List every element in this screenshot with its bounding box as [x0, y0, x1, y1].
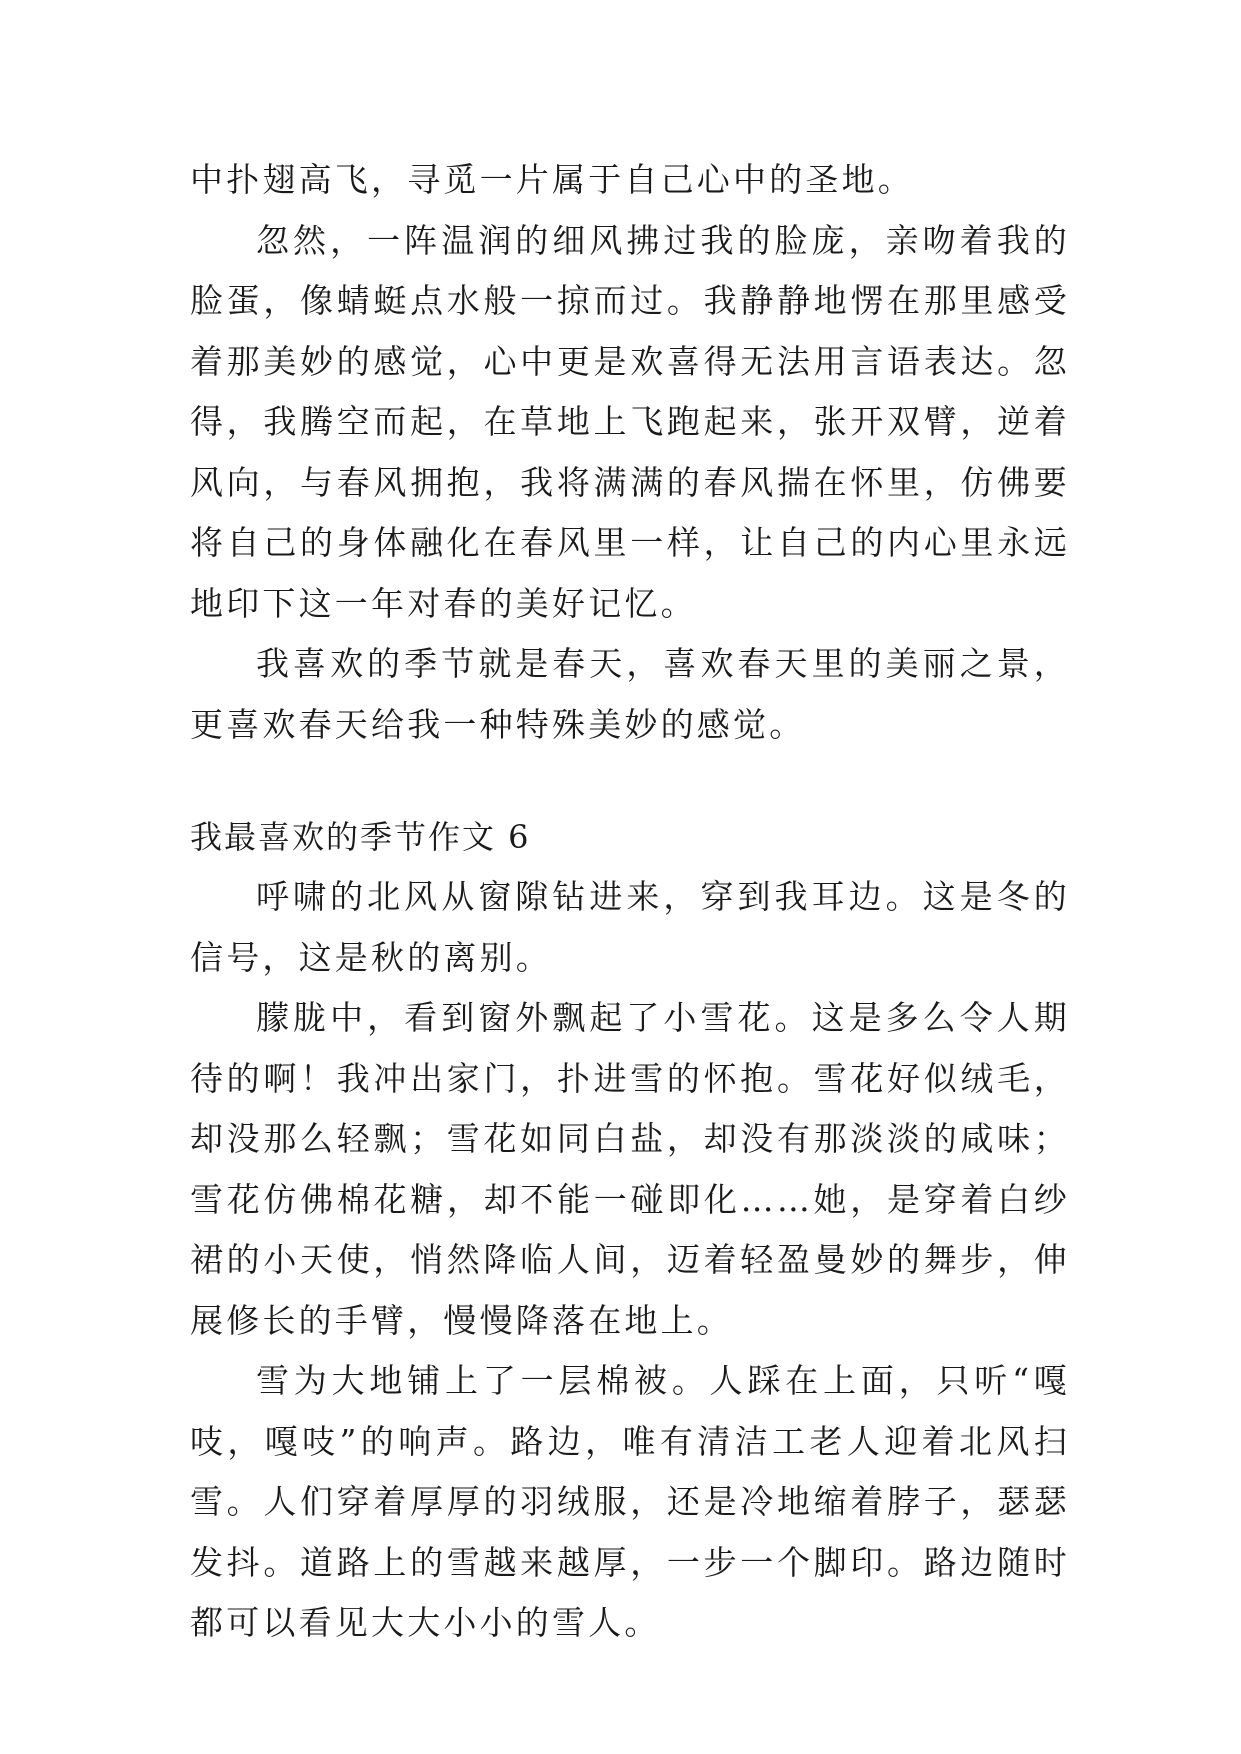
document-page: [190, 150, 1070, 1654]
paragraph-spring-conclusion: 我喜欢的季节就是春天，喜欢春天里的美丽之景，更喜欢春天给我一种特殊美妙的感觉。: [190, 644, 1070, 744]
paragraph-continuation: 中扑翅高飞，寻觅一片属于自己心中的圣地。: [190, 160, 914, 199]
paragraph-breeze: 忽然，一阵温润的细风拂过我的脸庞，亲吻着我的脸蛋，像蜻蜓点水般一掠而过。我静静地愣在那里感受着那美妙的感觉，心中更是欢喜得无法用言语表达。忽得，我腾空而起，在草地上飞跑起来，张开双臂，逆着风向，与春风拥抱，我将满满的春风揣在怀里，仿佛要将自己的身体融化在春风里一样，让自己的内心里永远地印下这一年对春的美好记忆。: [190, 220, 1070, 623]
essay-title: 我最喜欢的季节作文 6: [190, 818, 531, 856]
paragraph-snow-quilt: 雪为大地铺上了一层棉被。人踩在上面，只听“嘎吱，嘎吱”的响声。路边，唯有清洁工老人迎着北风扫雪。人们穿着厚厚的羽绒服，还是冷地缩着脖子，瑟瑟发抖。道路上的雪越来越厚，一步一个脚印。路边随时都可以看见大大小小的雪人。: [190, 1361, 1070, 1642]
section-gap: [190, 755, 1070, 807]
paragraph-north-wind: 呼啸的北风从窗隙钻进来，穿到我耳边。这是冬的信号，这是秋的离别。: [190, 877, 1070, 977]
paragraph-snowflakes: 朦胧中，看到窗外飘起了小雪花。这是多么令人期待的啊！我冲出家门，扑进雪的怀抱。雪花好似绒毛，却没那么轻飘；雪花如同白盐，却没有那淡淡的咸味；雪花仿佛棉花糖，却不能一碰即化……她，是穿着白纱裙的小天使，悄然降临人间，迈着轻盈曼妙的舞步，伸展修长的手臂，慢慢降落在地上。: [190, 998, 1070, 1340]
